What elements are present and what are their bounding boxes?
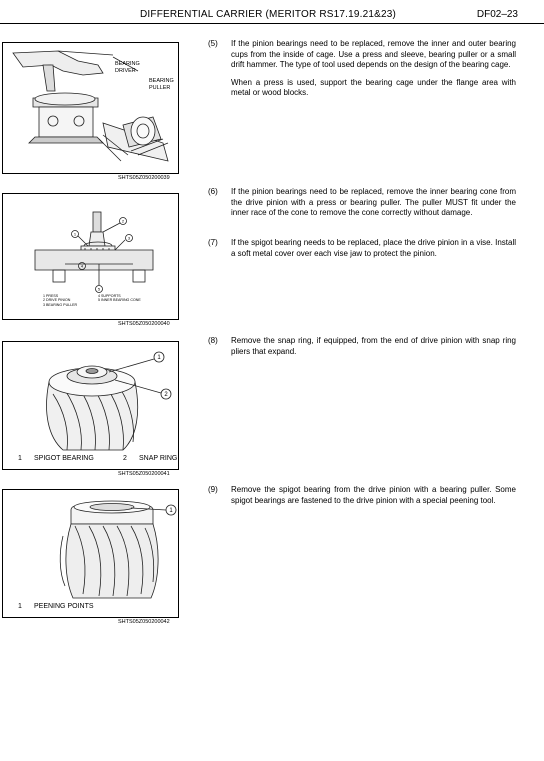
page-header <box>0 0 544 26</box>
illustration-peening-points <box>3 490 178 617</box>
legend-item: 2 DRIVE PINION <box>43 298 71 303</box>
figure-code: SHTS05Z050200040 <box>118 321 170 327</box>
step-paragraph: If the pinion bearings need to be replaced, remove the inner bearing cone from the drive pinion with a press or bearing puller. The puller MUST fit under the inner race of the cone to remove the cone correctly without damage. <box>231 187 516 218</box>
figure-bearing-driver-puller <box>2 42 179 174</box>
step-paragraph: Remove the spigot bearing from the drive pinion with a bearing puller. Some spigot bearings are fastened to the drive pinion with a special peening tool. <box>231 485 516 505</box>
page-number: DF02–23 <box>476 9 518 20</box>
callout-4: 4 <box>80 263 84 269</box>
step-paragraph: When a press is used, support the bearing cage under the flange area with metal or wood blocks. <box>231 77 516 98</box>
step-paragraph: Remove the snap ring, if equipped, from the end of drive pinion with snap ring pliers that expand. <box>231 336 516 356</box>
step-text <box>231 336 516 357</box>
figure-peening-points <box>2 489 179 618</box>
legend-num: 2 <box>123 455 127 462</box>
step-paragraph: If the pinion bearings need to be replaced, remove the inner and outer bearing cups from the inside of cage. Use a press and sleeve, bearing puller or a small drift hammer. The type of tool used depends on the design of the bearing cage. <box>231 39 516 70</box>
callout-1: 1 <box>157 355 161 361</box>
step-number: (8) <box>208 336 218 345</box>
illustration-spigot-bearing <box>3 342 178 469</box>
legend-num: 1 <box>18 455 22 462</box>
figure-press-pinion <box>2 193 179 320</box>
legend-num: 1 <box>18 603 22 610</box>
step-number: (9) <box>208 485 218 494</box>
figure-code: SHTS05Z050200042 <box>118 619 170 625</box>
step-8 <box>208 336 516 364</box>
label-bearing-puller: BEARING PULLER <box>149 78 174 91</box>
page-title: DIFFERENTIAL CARRIER (MERITOR RS17.19.21&23) <box>140 9 397 20</box>
callout-1: 1 <box>169 508 173 514</box>
legend-label: SPIGOT BEARING <box>34 455 94 462</box>
step-text <box>231 238 516 259</box>
legend-item: 4 SUPPORTS <box>98 294 121 298</box>
step-6 <box>208 187 516 226</box>
step-number: (6) <box>208 187 218 196</box>
figure-spigot-bearing <box>2 341 179 470</box>
legend-label: PEENING POINTS <box>34 603 94 610</box>
step-number: (5) <box>208 39 218 48</box>
figure-code: SHTS05Z050200039 <box>118 175 170 181</box>
label-bearing-driver: BEARING DRIVER <box>115 61 140 74</box>
callout-5: 5 <box>97 286 101 292</box>
step-7 <box>208 238 516 266</box>
step-5 <box>208 39 516 106</box>
step-number: (7) <box>208 238 218 247</box>
step-9 <box>208 485 516 513</box>
callout-2: 2 <box>121 218 125 224</box>
callout-1: 1 <box>73 231 77 237</box>
illustration-press-pinion <box>3 194 178 319</box>
header-divider <box>0 23 544 24</box>
step-text <box>231 187 516 219</box>
step-paragraph: If the spigot bearing needs to be replaced, place the drive pinion in a vise. Install a soft metal cover over each vise jaw to protect the pinion. <box>231 238 516 258</box>
legend-item: 5 INNER BEARING CONE <box>98 298 141 303</box>
callout-2: 2 <box>164 392 168 398</box>
legend-item: 3 BEARING PULLER <box>43 302 78 307</box>
step-text <box>231 39 516 99</box>
figure-code: SHTS05Z050200041 <box>118 471 170 477</box>
legend-label: SNAP RING <box>139 455 178 462</box>
callout-3: 3 <box>127 235 131 241</box>
step-text <box>231 485 516 506</box>
legend-item: 1 PRESS <box>43 294 59 298</box>
